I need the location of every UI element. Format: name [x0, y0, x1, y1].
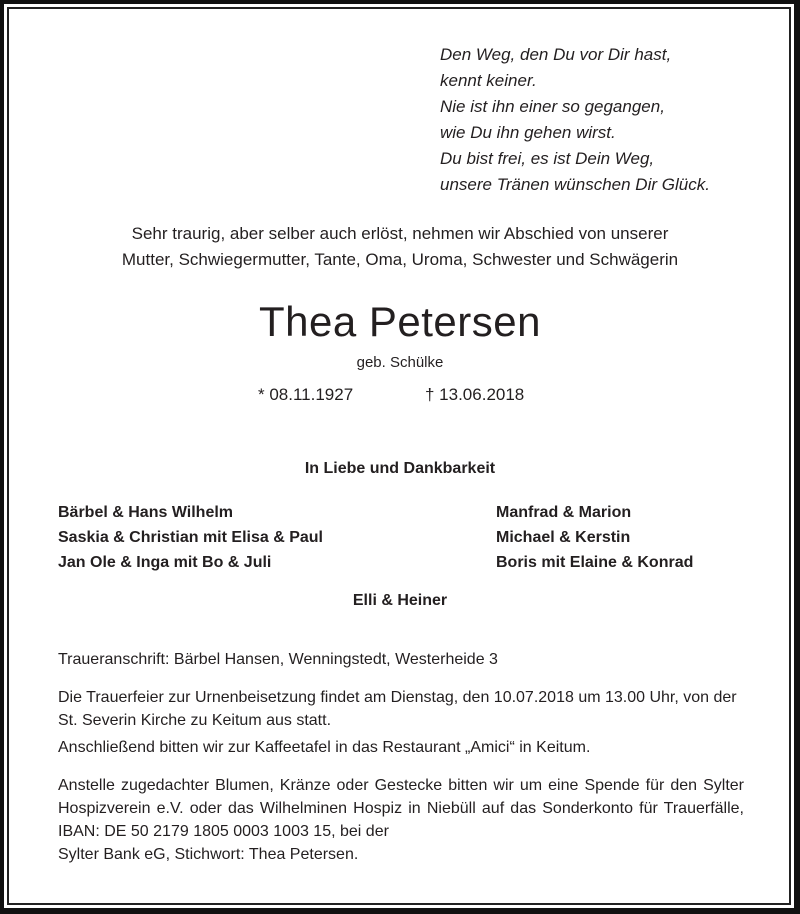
donation-text-last: Sylter Bank eG, Stichwort: Thea Petersen.	[58, 846, 359, 863]
reception-info: Anschließend bitten wir zur Kaffeetafel in das Restaurant „Amici“ in Keitum.	[58, 739, 591, 756]
poem-line: unsere Tränen wünschen Dir Glück.	[440, 175, 710, 194]
mourner-entry: Saskia & Christian mit Elisa & Paul	[58, 529, 323, 546]
intro-line: Sehr traurig, aber selber auch erlöst, nehmen wir Abschied von unserer	[131, 224, 669, 243]
poem-line: wie Du ihn gehen wirst.	[440, 123, 616, 142]
poem-line: Nie ist ihn einer so gegangen,	[440, 97, 665, 116]
donation-info	[58, 774, 744, 866]
intro-text	[0, 221, 800, 273]
mourner-entry: Jan Ole & Inga mit Bo & Juli	[58, 554, 272, 571]
mourners-heading: In Liebe und Dankbarkeit	[304, 460, 496, 477]
donation-text: Anstelle zugedachter Blumen, Kränze oder Gestecke bitten wir um eine Spende für den Sylter Hospizverein e.V. oder das Wilhelminen Hospiz in Niebüll auf das Sonderkonto für Trauerfälle, IBAN: DE 50 2179 1805 0003 1003 15, bei der	[58, 777, 744, 840]
mourning-address: Traueranschrift: Bärbel Hansen, Wenningstedt, Westerheide 3	[58, 651, 498, 668]
mourners-left-column	[58, 500, 323, 575]
mourner-entry: Boris mit Elaine & Konrad	[496, 554, 694, 571]
maiden-name: geb. Schülke	[356, 354, 444, 371]
poem-line: Du bist frei, es ist Dein Weg,	[440, 149, 655, 168]
mourner-entry: Manfrad & Marion	[496, 504, 632, 521]
deceased-name: Thea Petersen	[258, 298, 541, 345]
birth-date: * 08.11.1927	[258, 385, 354, 404]
mourners-right-column	[496, 500, 693, 575]
poem-verse	[440, 42, 710, 198]
funeral-ceremony-info: Die Trauerfeier zur Urnenbeisetzung findet am Dienstag, den 10.07.2018 um 13.00 Uhr, von der St. Severin Kirche zu Keitum aus statt.	[58, 689, 737, 729]
mourner-entry: Michael & Kerstin	[496, 529, 631, 546]
intro-line: Mutter, Schwiegermutter, Tante, Oma, Uroma, Schwester und Schwägerin	[121, 250, 679, 269]
poem-line: Den Weg, den Du vor Dir hast,	[440, 45, 672, 64]
mourner-entry: Bärbel & Hans Wilhelm	[58, 504, 234, 521]
death-date: † 13.06.2018	[425, 385, 525, 404]
mourner-entry-center: Elli & Heiner	[352, 592, 448, 609]
poem-line: kennt keiner.	[440, 71, 537, 90]
